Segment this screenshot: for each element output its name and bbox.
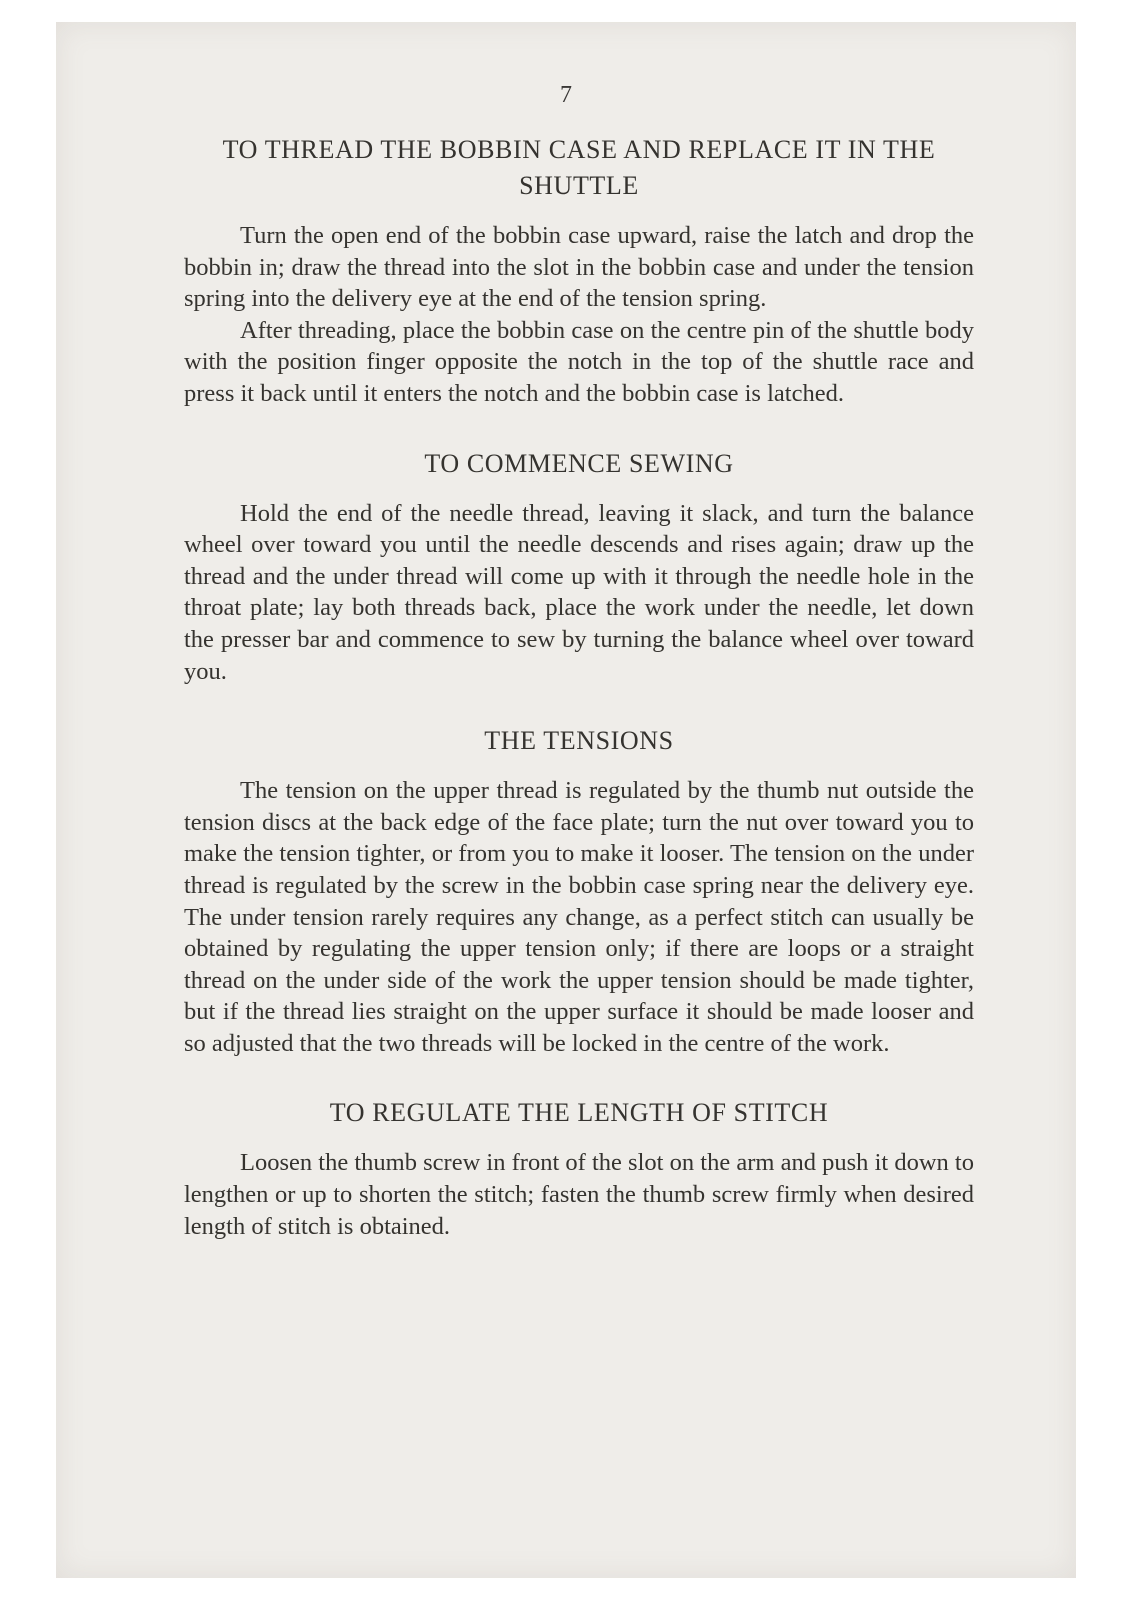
page-number: 7 xyxy=(560,82,572,108)
scanned-page xyxy=(56,22,1076,1578)
section-heading: TO REGULATE THE LENGTH OF STITCH xyxy=(329,1098,829,1128)
section-paragraph: After threading, place the bobbin case on the centre pin of the shuttle body with the position finger opposite the notch in the top of the shuttle race and press it back until it enters the notch and the bobbin case is latched. xyxy=(184,316,974,407)
section-thread-bobbin-case xyxy=(184,132,974,410)
section-heading: TO COMMENCE SEWING xyxy=(424,448,734,478)
section-commence-sewing xyxy=(184,446,974,688)
section-tensions xyxy=(184,723,974,1059)
section-length-of-stitch xyxy=(184,1095,974,1242)
section-heading: THE TENSIONS xyxy=(484,726,674,756)
section-heading: TO THREAD THE BOBBIN CASE AND REPLACE IT IN THE SHUTTLE xyxy=(222,135,936,200)
section-paragraph: Hold the end of the needle thread, leaving it slack, and turn the balance wheel over toward you until the needle descends and rises again; draw up the thread and the under thread will come up with it through the needle hole in the throat plate; lay both threads back, place the work under the needle, let down the presser bar and commence to sew by turning the balance wheel over toward you. xyxy=(184,499,974,685)
section-paragraph: Loosen the thumb screw in front of the slot on the arm and push it down to lengthen or up to shorten the stitch; fasten the thumb screw firmly when desired length of stitch is obtained. xyxy=(184,1149,974,1240)
section-paragraph: Turn the open end of the bobbin case upward, raise the latch and drop the bobbin in; draw the thread into the slot in the bobbin case and under the tension spring into the delivery eye at the end of the tension spring. xyxy=(184,222,974,313)
section-paragraph: The tension on the upper thread is regulated by the thumb nut outside the tension discs at the back edge of the face plate; turn the nut over toward you to make the tension tighter, or from you to make it looser. The tension on the under thread is regulated by the screw in the bobbin case spring near the delivery eye. The under tension rarely requires any change, as a perfect stitch can usually be obtained by regulating the upper tension only; if there are loops or a straight thread on the under side of the work the upper tension should be made tighter, but if the thread lies straight on the upper surface it should be made looser and so adjusted that the two threads will be locked in the centre of the work. xyxy=(184,777,974,1057)
page-content xyxy=(184,132,974,1242)
